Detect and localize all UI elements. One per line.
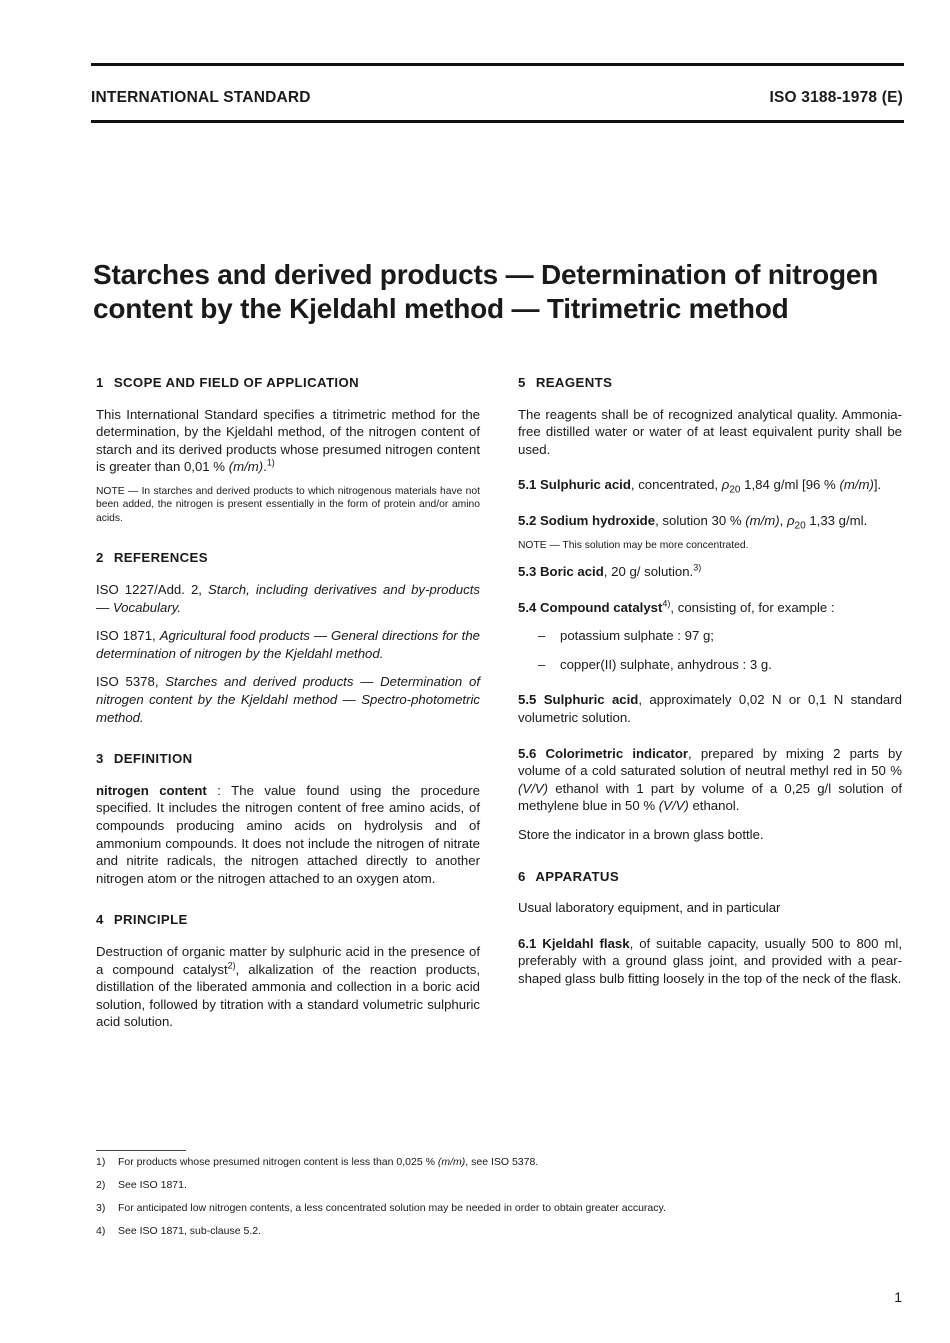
unit-ratio: (V/V) bbox=[518, 780, 549, 796]
section-heading bbox=[96, 750, 480, 768]
clause-text: , consisting of, for example : bbox=[670, 599, 835, 615]
clause-term: Kjeldahl flask bbox=[542, 935, 630, 951]
footnote-ref: 1) bbox=[266, 457, 275, 468]
clause-term: Sulphuric acid bbox=[543, 692, 639, 708]
clause-text: ]. bbox=[873, 477, 882, 493]
reference-number: ISO 5378, bbox=[96, 674, 166, 690]
section-title: REFERENCES bbox=[113, 550, 208, 566]
clause-5-2 bbox=[518, 512, 902, 530]
section-heading bbox=[96, 549, 480, 567]
document-title bbox=[93, 258, 913, 326]
section-references bbox=[96, 549, 480, 726]
density-symbol: ρ bbox=[721, 477, 730, 493]
section-number: 5 bbox=[518, 375, 526, 390]
footnote-ref: 4) bbox=[662, 598, 671, 609]
footnote bbox=[96, 1202, 876, 1215]
header-standard-number: ISO 3188-1978 (E) bbox=[769, 89, 903, 106]
clause-5-1 bbox=[518, 476, 902, 497]
unit-ratio: (m/m) bbox=[745, 512, 780, 528]
footnote-text: See ISO 1871, sub-clause 5.2. bbox=[118, 1225, 262, 1237]
reference-item bbox=[96, 581, 480, 616]
section-heading bbox=[96, 374, 480, 392]
section-number: 4 bbox=[96, 912, 104, 928]
section-heading bbox=[518, 374, 902, 392]
clause-number: 5.3 bbox=[518, 564, 537, 580]
list-item: – copper(II) sulphate, anhydrous : 3 g. bbox=[518, 656, 902, 674]
clause-text: 1,84 g/ml [96 % bbox=[740, 477, 840, 493]
unit-ratio: (m/m) bbox=[839, 477, 874, 493]
clause-number: 6.1 bbox=[518, 935, 537, 951]
section-number: 1 bbox=[96, 375, 104, 390]
clause-number: 5.2 bbox=[518, 512, 537, 528]
clause-text: , 20 g/ solution. bbox=[603, 564, 694, 580]
section-title: SCOPE AND FIELD OF APPLICATION bbox=[113, 375, 360, 390]
reference-number: ISO 1871, bbox=[96, 628, 160, 644]
title-line-1: Starches and derived products — Determination of nitrogen bbox=[93, 259, 879, 290]
clause-text: , bbox=[779, 512, 787, 528]
clause-5-4 bbox=[518, 599, 902, 617]
clause-term: Boric acid bbox=[540, 564, 604, 580]
definition-paragraph bbox=[96, 782, 480, 888]
reference-title: Starch, including derivatives and by-products — Vocabulary. bbox=[96, 582, 480, 615]
storage-instruction: Store the indicator in a brown glass bottle. bbox=[518, 827, 764, 842]
section-reagents bbox=[518, 374, 902, 844]
scope-note: NOTE — In starches and derived products to which nitrogenous materials have not been added, the nitrogen is present essentially in the form of protein and/or amino acids. bbox=[96, 485, 480, 524]
clause-number: 5.6 bbox=[518, 745, 537, 761]
clause-text: ethanol. bbox=[688, 798, 740, 814]
principle-paragraph bbox=[96, 943, 480, 1031]
footnote-text: See ISO 1871. bbox=[118, 1179, 187, 1191]
title-line-2: content by the Kjeldahl method — Titrimetric method bbox=[93, 293, 789, 324]
section-heading bbox=[96, 911, 480, 929]
clause-5-3 bbox=[518, 563, 902, 581]
reference-item bbox=[96, 673, 480, 726]
footnote-rule bbox=[96, 1150, 186, 1151]
footnote-text: For anticipated low nitrogen contents, a less concentrated solution may be needed in order to obtain greater accuracy. bbox=[118, 1202, 666, 1214]
clause-number: 5.4 bbox=[518, 599, 537, 615]
clause-text: ethanol with 1 part by volume of a 0,25 g/l solution of methylene blue in 50 % bbox=[518, 780, 902, 814]
clause-text: , of suitable capacity, usually 500 to 800 ml, preferably with a ground glass joint, and provided with a pear-shaped glass bulb fitting loosely in the top of the neck of the flask. bbox=[518, 935, 902, 986]
page-number: 1 bbox=[894, 1289, 902, 1305]
footnote-number: 3) bbox=[96, 1202, 106, 1214]
list-item: – potassium sulphate : 97 g; bbox=[518, 627, 902, 645]
catalyst-list bbox=[518, 627, 902, 673]
footnote-number: 2) bbox=[96, 1179, 106, 1191]
section-definition bbox=[96, 750, 480, 887]
clause-number: 5.1 bbox=[518, 477, 537, 493]
reference-number: ISO 1227/Add. 2, bbox=[96, 582, 209, 598]
footnote bbox=[96, 1156, 876, 1169]
reagents-intro: The reagents shall be of recognized analytical quality. Ammonia-free distilled water or water of at least equivalent purity shall be used. bbox=[518, 406, 902, 457]
header-rule bbox=[91, 120, 904, 123]
clause-text: , solution 30 % bbox=[655, 512, 746, 528]
reference-item bbox=[96, 627, 480, 662]
section-title: APPARATUS bbox=[535, 868, 620, 884]
reference-title: Agricultural food products — General directions for the determination of nitrogen by the Kjeldahl method. bbox=[96, 628, 481, 661]
section-heading bbox=[518, 868, 902, 886]
footnote-text: For products whose presumed nitrogen content is less than 0,025 % bbox=[118, 1156, 438, 1168]
clause-text: 1,33 g/ml. bbox=[805, 512, 868, 528]
right-column bbox=[518, 374, 902, 1012]
reagent-note: NOTE — This solution may be more concentrated. bbox=[518, 539, 749, 551]
footnote-text-end: , see ISO 5378. bbox=[465, 1156, 539, 1168]
footnote-number: 1) bbox=[96, 1156, 106, 1168]
footnote bbox=[96, 1179, 876, 1192]
section-title: PRINCIPLE bbox=[113, 912, 188, 928]
header-doc-type: INTERNATIONAL STANDARD bbox=[91, 89, 311, 106]
footnote-ref: 3) bbox=[693, 562, 702, 573]
scope-text: This International Standard specifies a titrimetric method for the determination, by the Kjeldahl method, of the nitrogen content of starch and its derived products whose presumed nitrogen content is greater than 0,01 % bbox=[96, 406, 480, 475]
footnote-number: 4) bbox=[96, 1225, 106, 1237]
clause-term: Compound catalyst bbox=[540, 599, 663, 615]
footnote-ref: 2) bbox=[227, 960, 236, 971]
clause-5-6 bbox=[518, 745, 902, 815]
principle-text-continued: , alkalization of the reaction products, distillation of the liberated ammonia and collection in a boric acid solution, followed by titration with a standard volumetric sulphuric acid solution. bbox=[96, 961, 480, 1030]
scope-unit: (m/m) bbox=[228, 459, 264, 475]
section-title: DEFINITION bbox=[113, 751, 193, 767]
top-rule bbox=[91, 63, 904, 66]
clause-6-1 bbox=[518, 935, 902, 988]
clause-text: , approximately 0,02 N or 0,1 N standard volumetric solution. bbox=[518, 692, 902, 726]
clause-term: Sulphuric acid bbox=[540, 477, 631, 493]
footnote bbox=[96, 1225, 876, 1238]
section-scope bbox=[96, 374, 480, 525]
defined-term: nitrogen content bbox=[96, 782, 207, 798]
density-symbol: ρ bbox=[786, 512, 795, 528]
apparatus-intro: Usual laboratory equipment, and in particular bbox=[518, 900, 781, 916]
clause-term: Sodium hydroxide bbox=[540, 512, 656, 528]
section-number: 6 bbox=[518, 868, 526, 884]
scope-end: . bbox=[263, 459, 267, 475]
density-subscript: 20 bbox=[794, 520, 806, 532]
reference-title: Starches and derived products — Determination of nitrogen content by the Kjeldahl method — Spectro-photometric method. bbox=[96, 674, 480, 725]
clause-text: , concentrated, bbox=[630, 477, 722, 493]
density-subscript: 20 bbox=[729, 485, 741, 497]
unit-ratio: (V/V) bbox=[658, 798, 689, 814]
section-apparatus bbox=[518, 868, 902, 988]
footnote-unit: (m/m) bbox=[437, 1156, 466, 1168]
scope-paragraph bbox=[96, 406, 480, 476]
clause-5-5 bbox=[518, 691, 902, 726]
section-principle bbox=[96, 911, 480, 1031]
footnotes bbox=[96, 1156, 876, 1248]
principle-text: Destruction of organic matter by sulphuric acid in the presence of a compound catalyst bbox=[96, 943, 480, 977]
clause-number: 5.5 bbox=[518, 692, 537, 708]
clause-text: , prepared by mixing 2 parts by volume of a cold saturated solution of neutral methyl red in 50 % bbox=[518, 745, 902, 779]
section-number: 3 bbox=[96, 751, 104, 767]
definition-text: : The value found using the procedure specified. It includes the nitrogen content of free amino acids, of compounds producing amino acids on hydrolysis and of ammonium compounds. It does not include the nitrogen of nitrate and nitrite radicals, the nitrogen attached directly to another nitrogen atom or the nitrogen attached to an oxygen atom. bbox=[96, 782, 480, 886]
section-title: REAGENTS bbox=[535, 375, 613, 390]
clause-term: Colorimetric indicator bbox=[545, 745, 689, 761]
left-column bbox=[96, 374, 480, 1055]
section-number: 2 bbox=[96, 550, 104, 566]
